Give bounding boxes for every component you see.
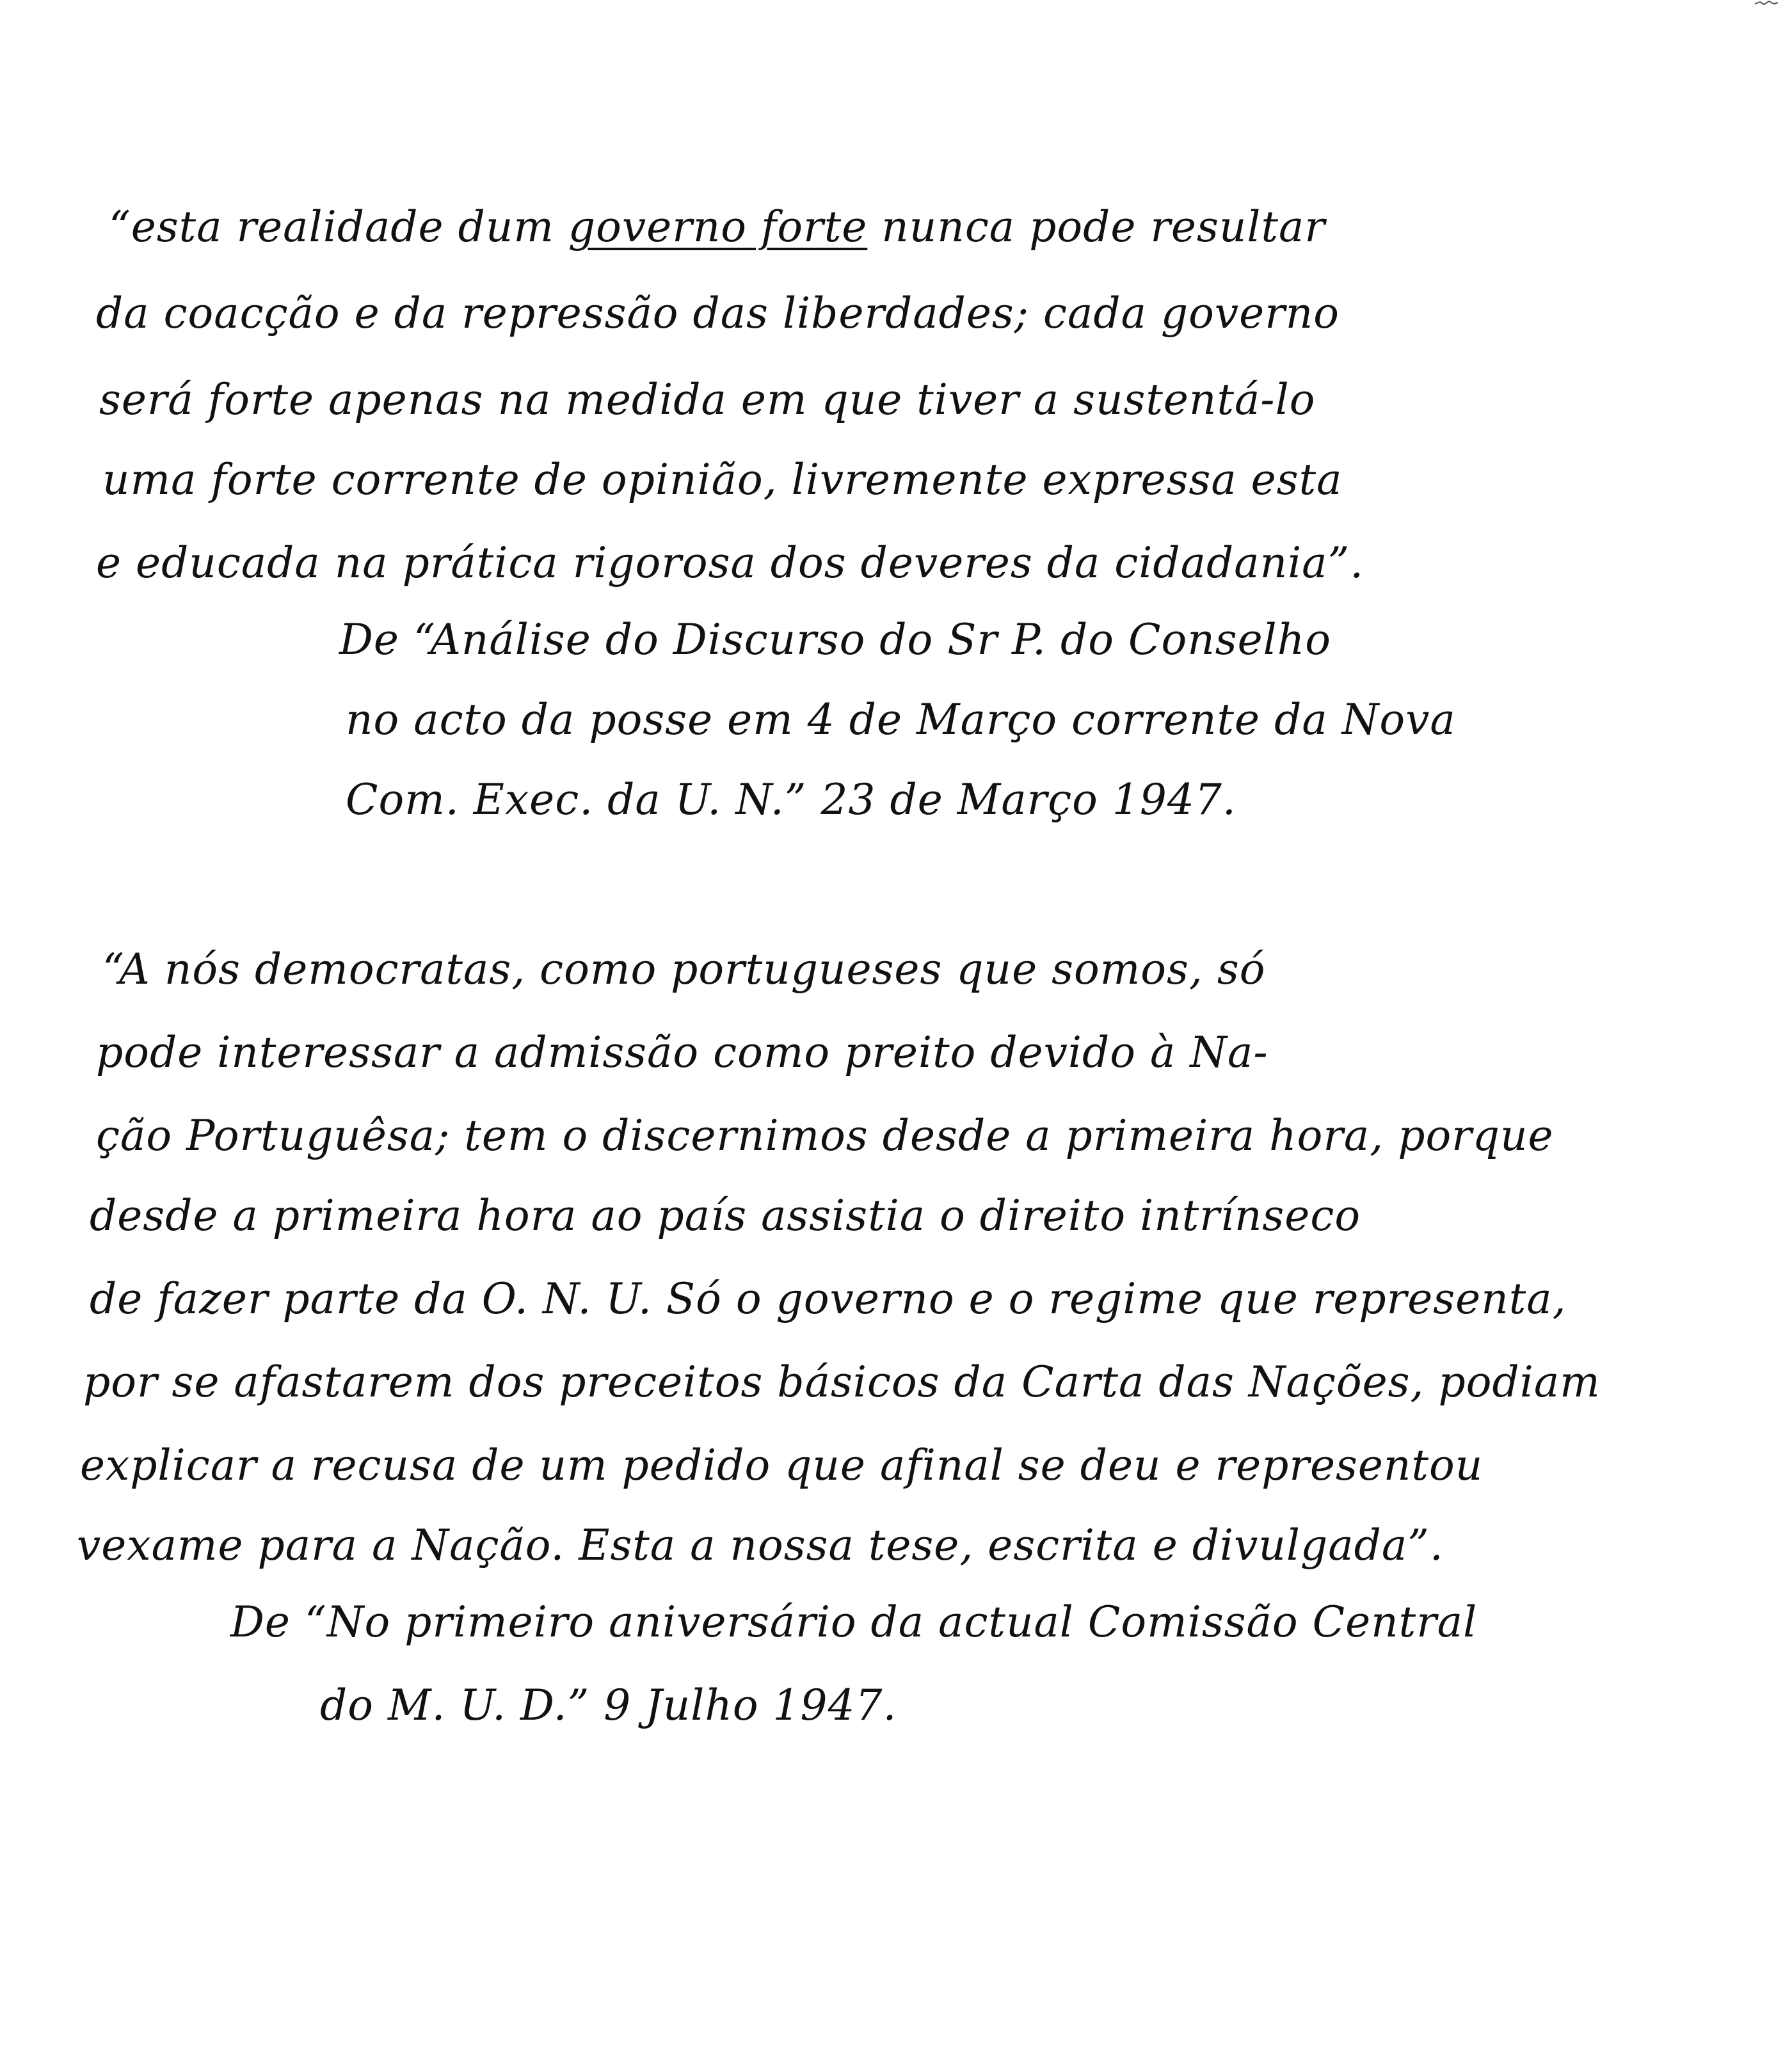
quote2-line7: explicar a recusa de um pedido que afinal se deu e representou xyxy=(80,1441,1484,1490)
quote2-line2: pode interessar a admissão como preito devido à Na- xyxy=(96,1028,1268,1077)
quote1-line4: uma forte corrente de opinião, livremente expressa esta xyxy=(102,455,1343,504)
quote1-line1 xyxy=(109,202,1325,253)
quote1-line1-post: nunca pode resultar xyxy=(867,202,1325,252)
quote2-line4: desde a primeira hora ao país assistia o direito intrínseco xyxy=(90,1191,1361,1240)
quote2-line8: vexame para a Nação. Esta a nossa tese, escrita e divulgada”. xyxy=(77,1521,1444,1570)
corner-smudge xyxy=(1754,0,1779,6)
quote2-line3: ção Portuguêsa; tem o discernimos desde a primeira hora, porque xyxy=(96,1111,1554,1160)
quote1-line5: e educada na prática rigorosa dos deveres da cidadania”. xyxy=(96,538,1364,588)
quote1-line1-pre: “esta realidade dum xyxy=(109,202,568,252)
quote2-source-line1: De “No primeiro aniversário da actual Comissão Central xyxy=(230,1597,1478,1647)
quote2-source-line2: do M. U. D.” 9 Julho 1947. xyxy=(320,1681,897,1730)
quote1-line2: da coacção e da repressão das liberdades; cada governo xyxy=(96,289,1340,338)
quote1-source-line1: De “Análise do Discurso do Sr P. do Conselho xyxy=(339,615,1331,664)
quote1-source-line3: Com. Exec. da U. N.” 23 de Março 1947. xyxy=(346,775,1236,824)
quote1-line3: será forte apenas na medida em que tiver a sustentá-lo xyxy=(99,375,1316,424)
quote2-line1: “A nós democratas, como portugueses que somos, só xyxy=(102,945,1266,994)
quote1-underlined-phrase: governo forte xyxy=(568,202,868,252)
quote2-line5: de fazer parte da O. N. U. Só o governo e o regime que representa, xyxy=(90,1274,1567,1324)
quote2-line6: por se afastarem dos preceitos básicos da Carta das Nações, podiam xyxy=(83,1357,1601,1407)
quote1-source-line2: no acto da posse em 4 de Março corrente da Nova xyxy=(346,695,1456,744)
